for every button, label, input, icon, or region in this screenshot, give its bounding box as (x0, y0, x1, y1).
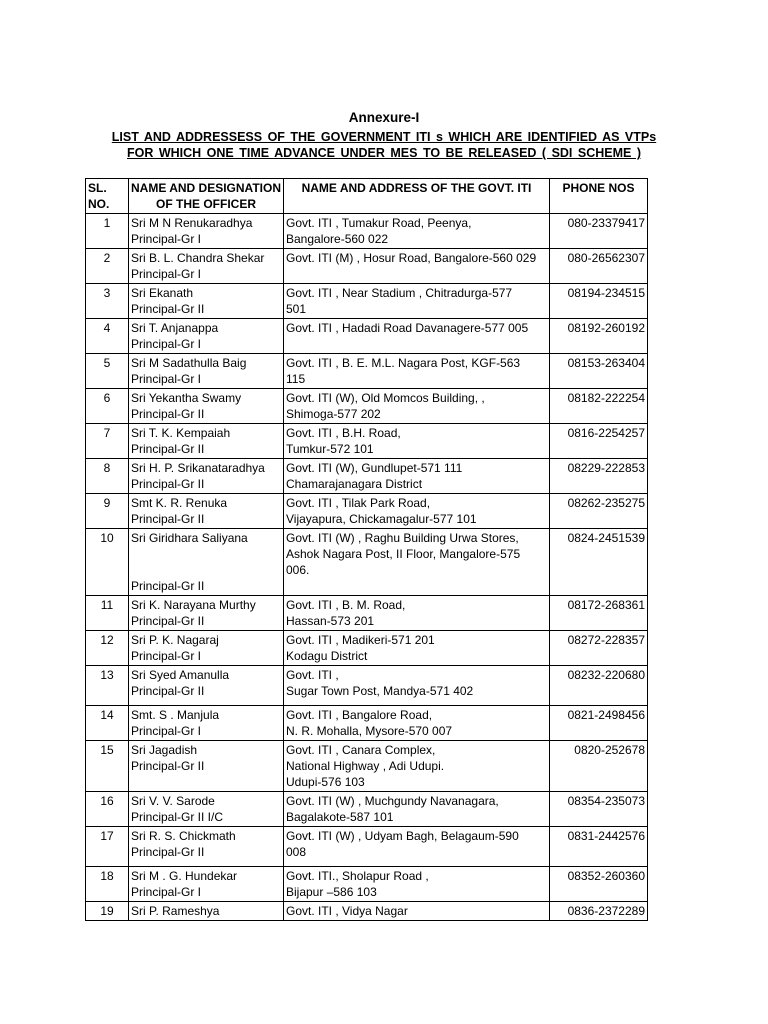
cell-phone: 08192-260192 (550, 319, 648, 354)
cell-address (284, 354, 550, 389)
table-row (86, 631, 648, 666)
officer-line (131, 562, 281, 578)
table-row (86, 249, 648, 284)
cell-phone: 0816-2254257 (550, 424, 648, 459)
officer-line: Sri V. V. Sarode (131, 794, 215, 808)
cell-officer (129, 354, 284, 389)
cell-officer (129, 631, 284, 666)
cell-phone: 08262-235275 (550, 494, 648, 529)
table-row (86, 389, 648, 424)
address-line: Govt. ITI , Canara Complex, (286, 743, 436, 757)
officer-line: Sri P. Rameshya (131, 904, 220, 918)
header-officer: NAME AND DESIGNATION OF THE OFFICER (129, 179, 284, 214)
cell-sl-no: 1 (86, 214, 129, 249)
cell-sl-no: 5 (86, 354, 129, 389)
cell-phone: 08232-220680 (550, 666, 648, 706)
cell-phone: 080-23379417 (550, 214, 648, 249)
officer-line: Sri Giridhara Saliyana (131, 531, 248, 545)
officer-line: Principal-Gr I (131, 885, 202, 899)
officer-line: Sri T. Anjanappa (131, 321, 219, 335)
address-line: 006. (286, 563, 310, 577)
address-line: Tumkur-572 101 (286, 442, 374, 456)
officer-line: Sri H. P. Srikanataradhya (131, 461, 265, 475)
cell-address (284, 596, 550, 631)
officer-line: Principal-Gr II (131, 579, 205, 593)
address-line: Govt. ITI , B.H. Road, (286, 426, 401, 440)
officer-line: Smt K. R. Renuka (131, 496, 228, 510)
address-line: Govt. ITI , Tilak Park Road, (286, 496, 431, 510)
cell-sl-no: 11 (86, 596, 129, 631)
cell-address (284, 631, 550, 666)
cell-phone: 08172-268361 (550, 596, 648, 631)
table-row (86, 354, 648, 389)
officer-line: Principal-Gr II (131, 512, 205, 526)
cell-sl-no: 14 (86, 706, 129, 741)
cell-address (284, 424, 550, 459)
cell-address (284, 284, 550, 319)
address-line: Govt. ITI , Bangalore Road, (286, 708, 433, 722)
table-row (86, 867, 648, 902)
cell-phone: 08272-228357 (550, 631, 648, 666)
table-row (86, 529, 648, 596)
table-row (86, 666, 648, 706)
officer-line: Sri M . G. Hundekar (131, 869, 238, 883)
table-row (86, 319, 648, 354)
cell-sl-no: 2 (86, 249, 129, 284)
cell-officer (129, 249, 284, 284)
cell-sl-no: 19 (86, 902, 129, 921)
officer-line: Principal-Gr I (131, 724, 202, 738)
cell-phone: 08229-222853 (550, 459, 648, 494)
officer-line: Principal-Gr I (131, 267, 202, 281)
cell-address (284, 249, 550, 284)
officer-line: Principal-Gr II I/C (131, 810, 224, 824)
officer-line: Sri P. K. Nagaraj (131, 633, 219, 647)
cell-sl-no: 18 (86, 867, 129, 902)
address-line: Bijapur –586 103 (286, 885, 377, 899)
address-line: Govt. ITI (W) , Muchgundy Navanagara, (286, 794, 499, 808)
officer-line: Sri M N Renukaradhya (131, 216, 253, 230)
address-line: Chamarajanagara District (286, 477, 423, 491)
officer-line: Principal-Gr I (131, 232, 202, 246)
cell-phone: 080-26562307 (550, 249, 648, 284)
address-line: Govt. ITI (W), Gundlupet-571 111 (286, 461, 463, 475)
cell-sl-no: 13 (86, 666, 129, 706)
address-line: Govt. ITI , B. M. Road, (286, 598, 406, 612)
officer-line: Principal-Gr II (131, 684, 205, 698)
address-line: Govt. ITI (M) , Hosur Road, Bangalore-560 029 (286, 251, 537, 265)
cell-address (284, 494, 550, 529)
cell-phone: 0824-2451539 (550, 529, 648, 596)
cell-officer (129, 284, 284, 319)
iti-list-table (85, 178, 648, 921)
officer-line (131, 546, 281, 562)
address-line: National Highway , Adi Udupi. (286, 759, 445, 773)
cell-officer (129, 389, 284, 424)
table-row (86, 214, 648, 249)
cell-sl-no: 7 (86, 424, 129, 459)
cell-address (284, 529, 550, 596)
cell-sl-no: 9 (86, 494, 129, 529)
cell-officer (129, 319, 284, 354)
address-line: Bagalakote-587 101 (286, 810, 394, 824)
officer-line: Principal-Gr II (131, 442, 205, 456)
officer-line: Sri T. K. Kempaiah (131, 426, 231, 440)
address-line: Bangalore-560 022 (286, 232, 389, 246)
cell-address (284, 827, 550, 867)
table-row (86, 459, 648, 494)
cell-address (284, 459, 550, 494)
officer-line: Principal-Gr I (131, 337, 202, 351)
address-line: Govt. ITI , (286, 668, 339, 682)
table-row (86, 827, 648, 867)
officer-line: Principal-Gr II (131, 614, 205, 628)
cell-officer (129, 902, 284, 921)
cell-officer (129, 666, 284, 706)
table-row (86, 741, 648, 792)
address-line: Kodagu District (286, 649, 368, 663)
address-line: Vijayapura, Chickamagalur-577 101 (286, 512, 477, 526)
table-row (86, 706, 648, 741)
cell-phone: 0831-2442576 (550, 827, 648, 867)
cell-sl-no: 10 (86, 529, 129, 596)
table-row (86, 284, 648, 319)
address-line: N. R. Mohalla, Mysore-570 007 (286, 724, 453, 738)
cell-officer (129, 494, 284, 529)
annexure-title: Annexure-I (348, 110, 420, 125)
cell-sl-no: 6 (86, 389, 129, 424)
document-heading: LIST AND ADDRESSESS OF THE GOVERNMENT ITI s WHICH ARE IDENTIFIED AS VTPs FOR WHICH ONE TIME ADVANCE UNDER MES TO BE RELEASED ( SDI SCHEME ) (111, 130, 657, 160)
officer-line: Principal-Gr I (131, 372, 202, 386)
cell-phone: 08354-235073 (550, 792, 648, 827)
cell-officer (129, 792, 284, 827)
cell-sl-no: 3 (86, 284, 129, 319)
cell-address (284, 741, 550, 792)
address-line: 501 (286, 302, 307, 316)
officer-line: Principal-Gr II (131, 302, 205, 316)
cell-phone: 08194-234515 (550, 284, 648, 319)
cell-address (284, 867, 550, 902)
cell-address (284, 666, 550, 706)
address-line: Govt. ITI (W) , Raghu Building Urwa Stores, (286, 531, 519, 545)
cell-address (284, 706, 550, 741)
cell-sl-no: 15 (86, 741, 129, 792)
cell-address (284, 389, 550, 424)
cell-officer (129, 424, 284, 459)
officer-line: Principal-Gr II (131, 407, 205, 421)
cell-address (284, 902, 550, 921)
address-line: Govt. ITI , Tumakur Road, Peenya, (286, 216, 472, 230)
officer-line: Sri Ekanath (131, 286, 194, 300)
header-sl-no: SL. NO. (86, 179, 129, 214)
officer-line: Sri R. S. Chickmath (131, 829, 236, 843)
address-line: Govt. ITI , Near Stadium , Chitradurga-577 (286, 286, 513, 300)
cell-sl-no: 16 (86, 792, 129, 827)
address-line: Sugar Town Post, Mandya-571 402 (286, 684, 474, 698)
officer-line: Sri M Sadathulla Baig (131, 356, 247, 370)
cell-officer (129, 867, 284, 902)
cell-officer (129, 706, 284, 741)
address-line: 008 (286, 845, 307, 859)
cell-phone: 0836-2372289 (550, 902, 648, 921)
officer-line: Smt. S . Manjula (131, 708, 220, 722)
table-row (86, 902, 648, 921)
address-line: Govt. ITI., Sholapur Road , (286, 869, 429, 883)
officer-line: Principal-Gr II (131, 845, 205, 859)
table-body (86, 214, 648, 921)
table-row (86, 494, 648, 529)
table-row (86, 792, 648, 827)
cell-officer (129, 214, 284, 249)
cell-phone: 08352-260360 (550, 867, 648, 902)
cell-address (284, 319, 550, 354)
cell-sl-no: 8 (86, 459, 129, 494)
table-row (86, 424, 648, 459)
cell-phone: 0821-2498456 (550, 706, 648, 741)
cell-officer (129, 529, 284, 596)
cell-phone: 08182-222254 (550, 389, 648, 424)
officer-line: Sri Yekantha Swamy (131, 391, 242, 405)
cell-officer (129, 459, 284, 494)
officer-line: Sri K. Narayana Murthy (131, 598, 256, 612)
cell-phone: 08153-263404 (550, 354, 648, 389)
officer-line: Principal-Gr II (131, 759, 205, 773)
cell-officer (129, 827, 284, 867)
officer-line: Principal-Gr I (131, 649, 202, 663)
table-header-row (86, 179, 648, 214)
address-line: Ashok Nagara Post, II Floor, Mangalore-575 (286, 547, 521, 561)
cell-officer (129, 741, 284, 792)
address-line: 115 (286, 372, 306, 386)
cell-address (284, 792, 550, 827)
cell-officer (129, 596, 284, 631)
cell-sl-no: 4 (86, 319, 129, 354)
cell-sl-no: 17 (86, 827, 129, 867)
address-line: Govt. ITI , B. E. M.L. Nagara Post, KGF-563 (286, 356, 521, 370)
address-line: Hassan-573 201 (286, 614, 375, 628)
officer-line: Sri Syed Amanulla (131, 668, 230, 682)
cell-phone: 0820-252678 (550, 741, 648, 792)
cell-address (284, 214, 550, 249)
address-line: Shimoga-577 202 (286, 407, 381, 421)
officer-line: Sri B. L. Chandra Shekar (131, 251, 265, 265)
cell-sl-no: 12 (86, 631, 129, 666)
table-row (86, 596, 648, 631)
address-line: Govt. ITI (W) , Udyam Bagh, Belagaum-590 (286, 829, 519, 843)
officer-line: Sri Jagadish (131, 743, 198, 757)
address-line: Govt. ITI , Vidya Nagar (286, 904, 408, 918)
header-address: NAME AND ADDRESS OF THE GOVT. ITI (284, 179, 550, 214)
officer-line: Principal-Gr II (131, 477, 205, 491)
address-line: Udupi-576 103 (286, 775, 365, 789)
address-line: Govt. ITI , Madikeri-571 201 (286, 633, 435, 647)
address-line: Govt. ITI , Hadadi Road Davanagere-577 005 (286, 321, 529, 335)
address-line: Govt. ITI (W), Old Momcos Building, , (286, 391, 485, 405)
header-phone: PHONE NOS (550, 179, 648, 214)
